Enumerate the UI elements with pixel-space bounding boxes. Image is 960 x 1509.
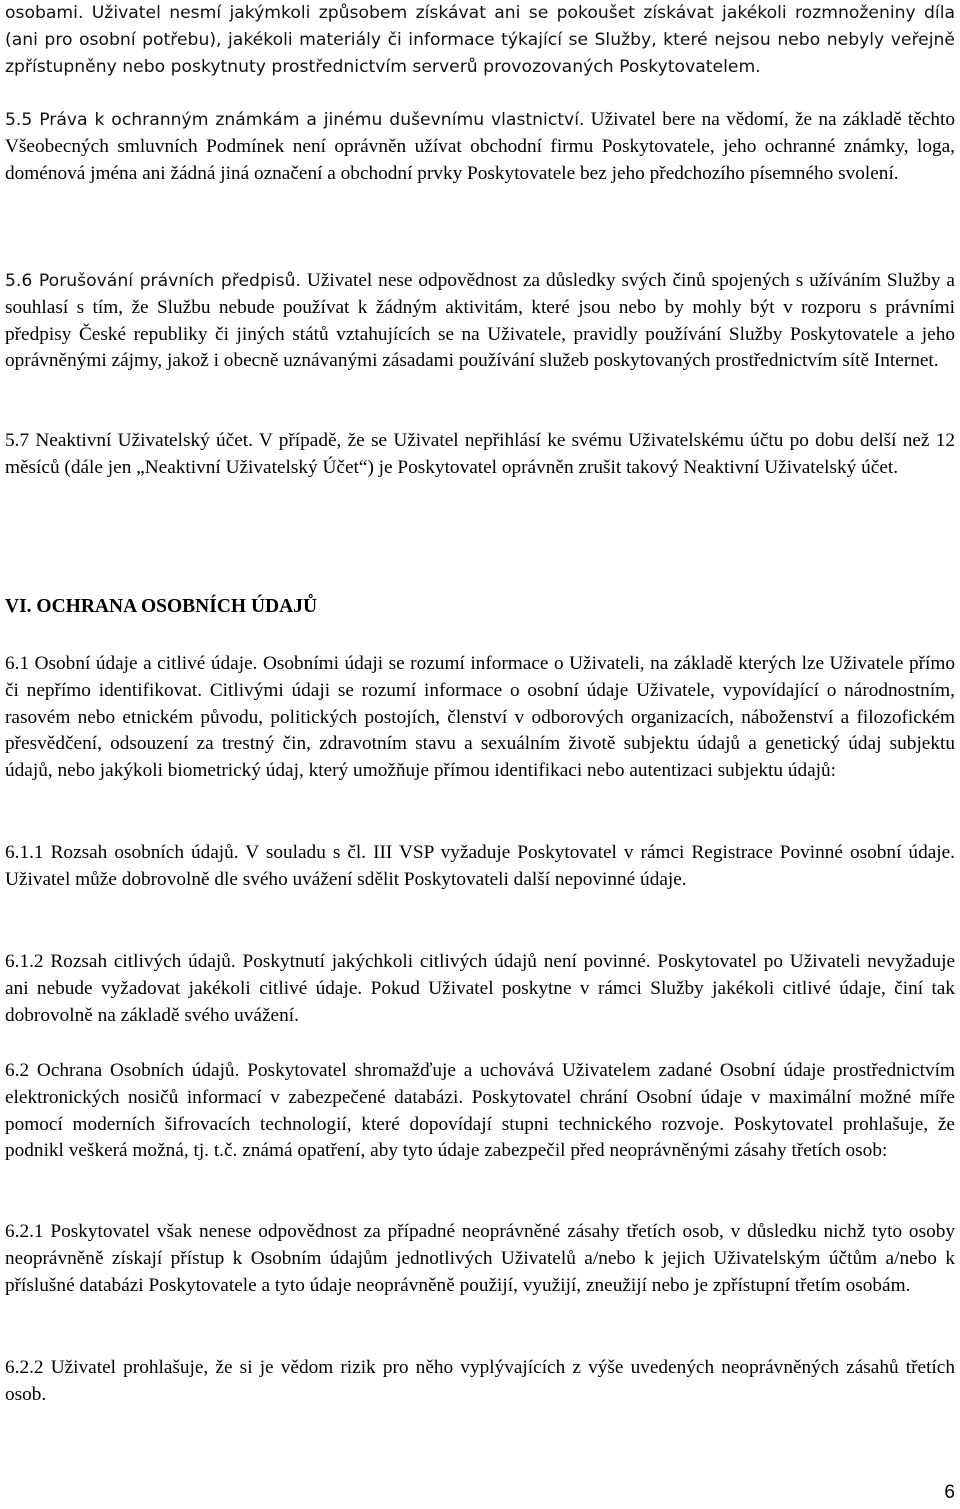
section-5-5 [5,107,955,187]
section-6-1: 6.1 Osobní údaje a citlivé údaje. Osobními údaji se rozumí informace o Uživateli, na základě kterých lze Uživatele přímo či nepřímo identifikovat. Citlivými údaji se rozumí informace o osobní údaje Uživatele, vypovídající o národnostním, rasovém nebo etnickém původu, politických postojích, členství v odborových organizacích, náboženství a filozofickém přesvědčení, odsouzení za trestný čin, zdravotním stavu a sexuálním životě subjektu údajů a genetický údaj subjektu údajů, nebo jakýkoli biometrický údaj, který umožňuje přímou identifikaci nebo autentizaci subjektu údajů: [5,653,955,782]
section-5-5-title: 5.5 Práva k ochranným známkám a jinému duševnímu vlastnictví. [5,110,585,130]
section-5-6 [5,268,955,375]
section-5-5-body: Uživatel bere na vědomí, že na základě těchto Všeobecných smluvních Podmínek není oprávněn užívat obchodní firmu Poskytovatele, jeho ochranné známky, loga, doménová jména ani žádná jiná označení a obchodní prvky Poskytovatele bez jeho předchozího písemného svolení. [5,109,955,184]
section-6-2: 6.2 Ochrana Osobních údajů. Poskytovatel shromažďuje a uchovává Uživatelem zadané Osobní údaje prostřednictvím elektronických nosičů informací v zabezpečené databázi. Poskytovatel chrání Osobní údaje v maximální možné míře pomocí moderních šifrovacích technologií, které dopovídají stupni technického rozvoje. Poskytovatel prohlašuje, že podnikl veškerá možná, tj. t.č. známá opatření, aby tyto údaje zabezpečil před neoprávněnými zásahy třetích osob: [5,1060,955,1162]
section-6-2-1: 6.2.1 Poskytovatel však nenese odpovědnost za případné neoprávněné zásahy třetích osob, v důsledku nichž tyto osoby neoprávněně získají přístup k Osobním údajům jednotlivých Uživatelů a/nebo k jejich Uživatelským účtům a/nebo k příslušné databázi Poskytovatele a tyto údaje neoprávněně použijí, využijí, zneužijí nebo je zpřístupní třetím osobám. [5,1221,955,1296]
section-5-6-body: Uživatel nese odpovědnost za důsledky svých činů spojených s užíváním Služby a souhlasí s tím, že Službu nebude používat k žádným aktivitám, které jsou nebo by mohly být v rozporu s právními předpisy České republiky či jiných států vztahujících se na Uživatele, pravidly používání Služby Poskytovatele a jeho oprávněnými zájmy, jakož i obecně uznávanými zásadami používání služeb poskytovaných prostřednictvím sítě Internet. [5,270,955,372]
section-5-7: 5.7 Neaktivní Uživatelský účet. V případě, že se Uživatel nepřihlásí ke svému Uživatelskému účtu po dobu delší než 12 měsíců (dále jen „Neaktivní Uživatelský Účet“) je Poskytovatel oprávněn zrušit takový Neaktivní Uživatelský účet. [5,430,955,478]
paragraph-continuation: osobami. Uživatel nesmí jakýmkoli způsobem získávat ani se pokoušet získávat jakékoli rozmnoženiny díla (ani pro osobní potřebu), jakékoli materiály či informace týkající se Služby, které nejsou nebo nebyly veřejně zpřístupněny nebo poskytnuty prostřednictvím serverů provozovaných Poskytovatelem. [5,3,955,77]
section-heading-vi: VI. OCHRANA OSOBNÍCH ÚDAJŮ [5,596,318,617]
section-6-2-2: 6.2.2 Uživatel prohlašuje, že si je vědom rizik pro něho vyplývajících z výše uvedených neoprávněných zásahů třetích osob. [5,1357,955,1405]
section-5-6-title: 5.6 Porušování právních předpisů. [5,271,301,291]
page-number: 6 [944,1482,955,1503]
section-6-1-1: 6.1.1 Rozsah osobních údajů. V souladu s čl. III VSP vyžaduje Poskytovatel v rámci Registrace Povinné osobní údaje. Uživatel může dobrovolně dle svého uvážení sdělit Poskytovateli další nepovinné údaje. [5,842,955,890]
section-6-1-2: 6.1.2 Rozsah citlivých údajů. Poskytnutí jakýchkoli citlivých údajů není povinné. Poskytovatel po Uživateli nevyžaduje ani nebude vyžadovat jakékoli citlivé údaje. Pokud Uživatel poskytne v rámci Služby jakékoli citlivé údaje, činí tak dobrovolně na základě svého uvážení. [5,951,955,1026]
